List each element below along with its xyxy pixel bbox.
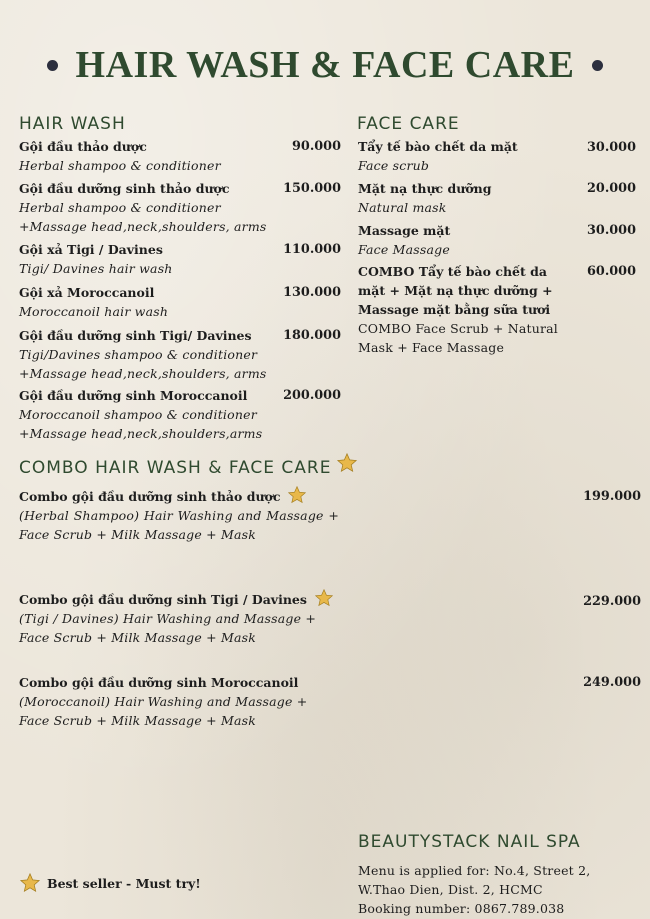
- item-description: Face scrub: [358, 158, 430, 173]
- item-name: Gội xả Moroccanoil: [19, 285, 155, 300]
- item-name: Gội đầu thảo dược: [19, 139, 147, 154]
- bullet-dot-icon: [47, 60, 58, 71]
- item-description: Natural mask: [358, 200, 447, 215]
- face-care-item: [358, 221, 636, 259]
- item-name: Combo gội đầu dưỡng sinh Tigi / Davines: [19, 592, 307, 607]
- menu-title-bar: [0, 40, 650, 90]
- face-care-item: [358, 262, 636, 357]
- bullet-dot-icon: [592, 60, 603, 71]
- hair-wash-item: [19, 283, 341, 321]
- combo-heading: [19, 458, 358, 478]
- item-description: Mask + Face Massage: [358, 340, 505, 355]
- item-description: Tigi/Davines shampoo & conditioner: [19, 347, 258, 362]
- face-care-item: [358, 179, 636, 217]
- item-price: 180.000: [283, 328, 341, 343]
- page-title: HAIR WASH & FACE CARE: [75, 44, 575, 86]
- item-price: 199.000: [583, 489, 641, 504]
- item-price: 60.000: [587, 264, 636, 279]
- item-name: Gội đầu dưỡng sinh Moroccanoil: [19, 388, 248, 403]
- item-price: 150.000: [283, 181, 341, 196]
- hair-wash-item: [19, 137, 341, 175]
- item-description: +Massage head,neck,shoulders, arms: [19, 219, 267, 234]
- combo-heading-text: COMBO HAIR WASH & FACE CARE: [19, 458, 332, 478]
- item-name: Mặt nạ thực dưỡng: [358, 181, 492, 196]
- item-price: 30.000: [587, 140, 636, 155]
- combo-item: [19, 487, 641, 544]
- item-description: Tigi/ Davines hair wash: [19, 261, 173, 276]
- combo-item: [19, 673, 641, 730]
- item-name: Tẩy tế bào chết da mặt: [358, 139, 518, 154]
- hair-wash-item: [19, 240, 341, 278]
- item-name: Combo gội đầu dưỡng sinh thảo dược: [19, 489, 281, 504]
- item-description: (Moroccanoil) Hair Washing and Massage + Face Scrub + Milk Massage + Mask: [19, 694, 308, 728]
- item-description: Face Massage: [358, 242, 450, 257]
- item-price: 110.000: [283, 242, 341, 257]
- item-description: Herbal shampoo & conditioner: [19, 158, 221, 173]
- item-price: 20.000: [587, 181, 636, 196]
- item-description: Herbal shampoo & conditioner: [19, 200, 221, 215]
- star-icon: [336, 452, 358, 474]
- address-line: W.Thao Dien, Dist. 2, HCMC: [358, 882, 543, 897]
- best-seller-legend: [19, 872, 201, 894]
- star-icon: [314, 588, 334, 608]
- legend-label: Best seller - Must try!: [47, 875, 201, 891]
- item-price: 30.000: [587, 223, 636, 238]
- spa-name: BEAUTYSTACK NAIL SPA: [358, 832, 581, 852]
- item-description: COMBO Face Scrub + Natural: [358, 321, 558, 336]
- item-name: Gội đầu dưỡng sinh thảo dược: [19, 181, 230, 196]
- item-description: +Massage head,neck,shoulders,arms: [19, 426, 263, 441]
- item-price: 249.000: [583, 675, 641, 690]
- star-icon: [287, 485, 307, 505]
- hair-wash-item: [19, 386, 341, 443]
- item-description: +Massage head,neck,shoulders, arms: [19, 366, 267, 381]
- face-care-item: [358, 137, 636, 175]
- address-line: Menu is applied for: No.4, Street 2,: [358, 863, 591, 878]
- item-name: Massage mặt: [358, 223, 451, 238]
- item-name: mặt + Mặt nạ thực dưỡng +: [358, 283, 553, 298]
- item-name: Gội xả Tigi / Davines: [19, 242, 163, 257]
- item-description: (Herbal Shampoo) Hair Washing and Massage + Face Scrub + Milk Massage + Mask: [19, 508, 339, 542]
- face-care-heading: FACE CARE: [357, 114, 460, 134]
- item-name: Massage mặt bằng sữa tươi: [358, 302, 551, 317]
- hair-wash-item: [19, 179, 341, 236]
- booking-number: Booking number: 0867.789.038: [358, 901, 565, 916]
- hair-wash-item: [19, 326, 341, 383]
- item-price: 229.000: [583, 594, 641, 609]
- item-name: Combo gội đầu dưỡng sinh Moroccanoil: [19, 675, 299, 690]
- item-description: (Tigi / Davines) Hair Washing and Massage + Face Scrub + Milk Massage + Mask: [19, 611, 317, 645]
- item-name: COMBO Tẩy tế bào chết da: [358, 264, 547, 279]
- hair-wash-heading: HAIR WASH: [19, 114, 126, 134]
- item-description: Moroccanoil shampoo & conditioner: [19, 407, 257, 422]
- item-name: Gội đầu dưỡng sinh Tigi/ Davines: [19, 328, 252, 343]
- spa-info: [358, 861, 590, 918]
- star-icon: [19, 872, 41, 894]
- item-price: 90.000: [292, 139, 341, 154]
- item-description: Moroccanoil hair wash: [19, 304, 169, 319]
- combo-item: [19, 590, 641, 647]
- item-price: 130.000: [283, 285, 341, 300]
- item-price: 200.000: [283, 388, 341, 403]
